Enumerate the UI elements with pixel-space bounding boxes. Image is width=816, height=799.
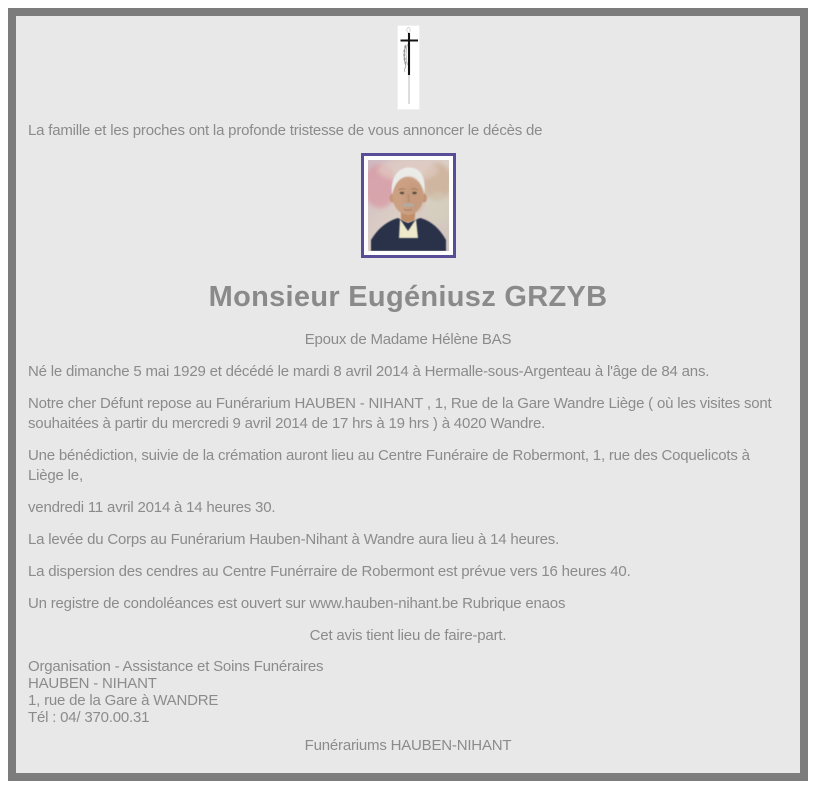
memorial-cross-icon [397,25,420,110]
announcement-intro: La famille et les proches ont la profonde tristesse de vous annoncer le décès de [28,122,543,139]
spouse-line: Epoux de Madame Hélène BAS [304,331,512,348]
memorial-content [16,16,800,756]
org-line-address: 1, rue de la Gare à WANDRE [28,692,219,709]
cross-image-container [28,25,788,110]
faire-part-notice: Cet avis tient lieu de faire-part. [309,627,507,644]
deceased-name: Monsieur Eugéniusz GRZYB [208,281,608,313]
paragraph-registre-condoleances: Un registre de condoléances est ouvert sur www.hauben-nihant.be Rubrique enaos [28,595,566,612]
funeral-home-info [28,658,788,726]
memorial-card [8,8,808,781]
funeral-home-signature: Funérariums HAUBEN-NIHANT [304,737,512,754]
org-line-name: HAUBEN - NIHANT [28,675,157,692]
org-line-phone: Tél : 04/ 370.00.31 [28,709,150,726]
portrait-container [28,153,788,258]
org-line-title: Organisation - Assistance et Soins Funéraires [28,658,324,675]
paragraph-dispersion-cendres: La dispersion des cendres au Centre Funérraire de Robermont est prévue vers 16 heures 40. [28,563,631,580]
paragraph-levee-du-corps: La levée du Corps au Funérarium Hauben-Nihant à Wandre aura lieu à 14 heures. [28,531,560,548]
paragraph-ceremony-date: vendredi 11 avril 2014 à 14 heures 30. [28,499,276,516]
paragraph-repose-funerarium: Notre cher Défunt repose au Funérarium HAUBEN - NIHANT , 1, Rue de la Gare Wandre Liège ( où les visites sont souhaitées à partir du mercredi 9 avril 2014 de 17 hrs à 19 hrs ) à 4020 Wandre. [28,395,772,432]
paragraph-benediction-cremation: Une bénédiction, suivie de la crémation auront lieu au Centre Funéraire de Robermont, 1, rue des Coquelicots à Liège le, [28,447,750,484]
deceased-portrait [368,160,449,251]
paragraph-birth-death: Né le dimanche 5 mai 1929 et décédé le mardi 8 avril 2014 à Hermalle-sous-Argenteau à l'âge de 84 ans. [28,363,710,380]
portrait-frame [361,153,456,258]
